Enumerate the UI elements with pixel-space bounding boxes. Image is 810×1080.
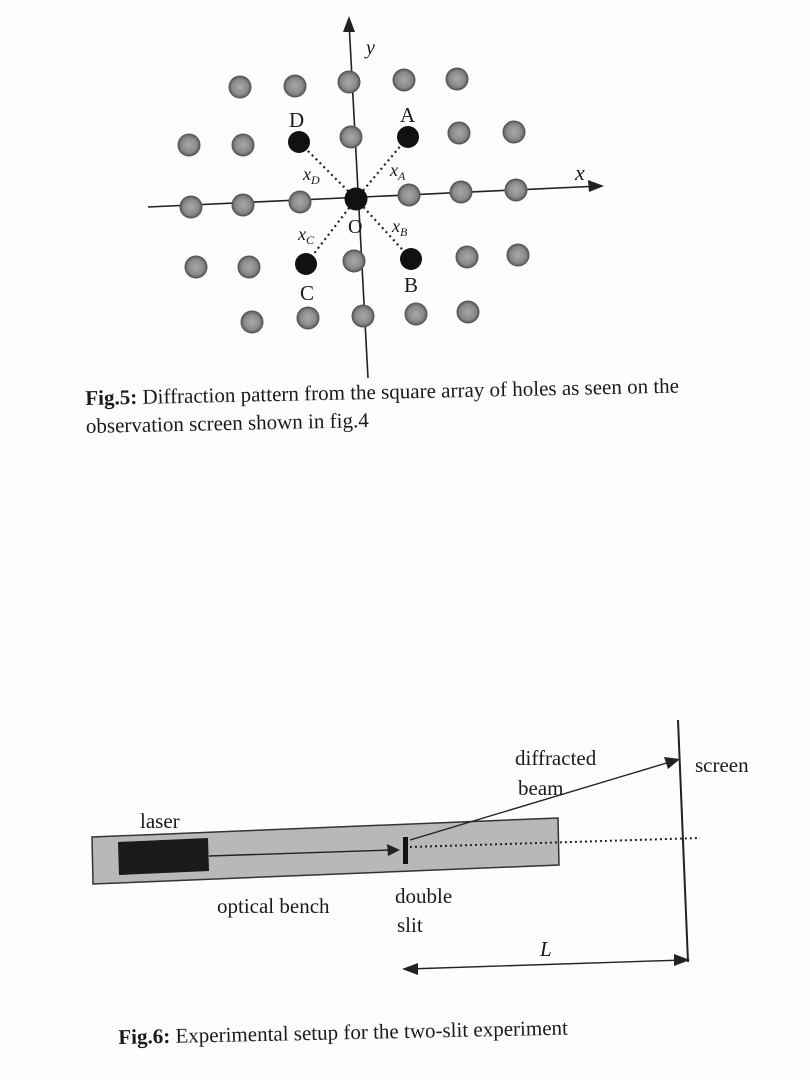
diffracted-beam-label-line1: diffracted <box>515 746 597 770</box>
diffracted-beam-label-line2: beam <box>518 776 564 800</box>
diffraction-spot <box>229 76 251 98</box>
label-d: D <box>289 108 305 132</box>
y-axis-label: y <box>366 37 375 59</box>
label-b: B <box>404 273 419 297</box>
diffraction-spot <box>180 196 202 218</box>
x-axis <box>148 186 600 207</box>
diffraction-spot <box>450 181 472 203</box>
diffraction-spot <box>241 311 263 333</box>
screen <box>678 720 688 962</box>
fig5-caption-text: Diffraction pattern from the square array of holes as seen on the observation screen shown in fig.4 <box>85 373 680 438</box>
diffraction-spot <box>393 69 415 91</box>
fig5-caption <box>85 370 756 440</box>
origin-spot <box>345 188 368 211</box>
spot-b <box>400 248 422 270</box>
fig5-caption-label: Fig.5: <box>85 384 138 410</box>
diffraction-spot <box>284 75 306 97</box>
laser-box <box>118 838 209 875</box>
diffraction-spot <box>457 301 479 323</box>
screen-label: screen <box>695 753 749 777</box>
fig6-caption-text: Experimental setup for the two-slit experiment <box>175 1015 569 1048</box>
diffraction-spot <box>185 256 207 278</box>
diffraction-spot <box>503 121 525 143</box>
x-axis-label: x <box>575 160 585 185</box>
label-xb: $x_B$ <box>392 216 408 239</box>
fig5-diffraction-diagram <box>0 0 810 380</box>
spot-a <box>397 126 419 148</box>
diffraction-spot <box>448 122 470 144</box>
diffraction-spot <box>505 179 527 201</box>
label-xd: $x_D$ <box>303 164 320 187</box>
diffraction-spot <box>238 256 260 278</box>
label-a: A <box>400 103 416 127</box>
label-c: C <box>300 281 315 305</box>
optical-bench-label: optical bench <box>217 894 330 918</box>
origin-label: O <box>348 216 363 238</box>
double-slit-label-line1: double <box>395 884 453 908</box>
diffraction-spot <box>398 184 420 206</box>
x-axis-arrowhead <box>588 180 604 192</box>
diffraction-spot <box>405 303 427 325</box>
double-slit-label-line2: slit <box>397 913 423 937</box>
diffraction-spot <box>352 305 374 327</box>
label-xc: $x_C$ <box>298 224 315 247</box>
diffraction-spot <box>178 134 200 156</box>
diffraction-spot <box>507 244 529 266</box>
diffraction-spot <box>289 191 311 213</box>
diffraction-spot <box>446 68 468 90</box>
diffraction-spot <box>343 250 365 272</box>
diffraction-spot <box>232 134 254 156</box>
y-axis-arrowhead <box>343 16 355 32</box>
label-xa: $x_A$ <box>390 160 406 183</box>
double-slit <box>403 837 408 864</box>
distance-label: L <box>540 937 552 961</box>
diffraction-spot <box>232 194 254 216</box>
spot-d <box>288 131 310 153</box>
diffraction-spot <box>340 126 362 148</box>
fig6-caption-label: Fig.6: <box>118 1023 171 1049</box>
distance-arrow-left-head <box>402 963 418 975</box>
diffracted-beam-arrowhead <box>664 757 680 769</box>
spot-c <box>295 253 317 275</box>
diffraction-spot <box>297 307 319 329</box>
distance-arrow <box>408 960 684 969</box>
diffraction-spot <box>338 71 360 93</box>
diffraction-spot <box>456 246 478 268</box>
laser-label: laser <box>140 809 180 833</box>
